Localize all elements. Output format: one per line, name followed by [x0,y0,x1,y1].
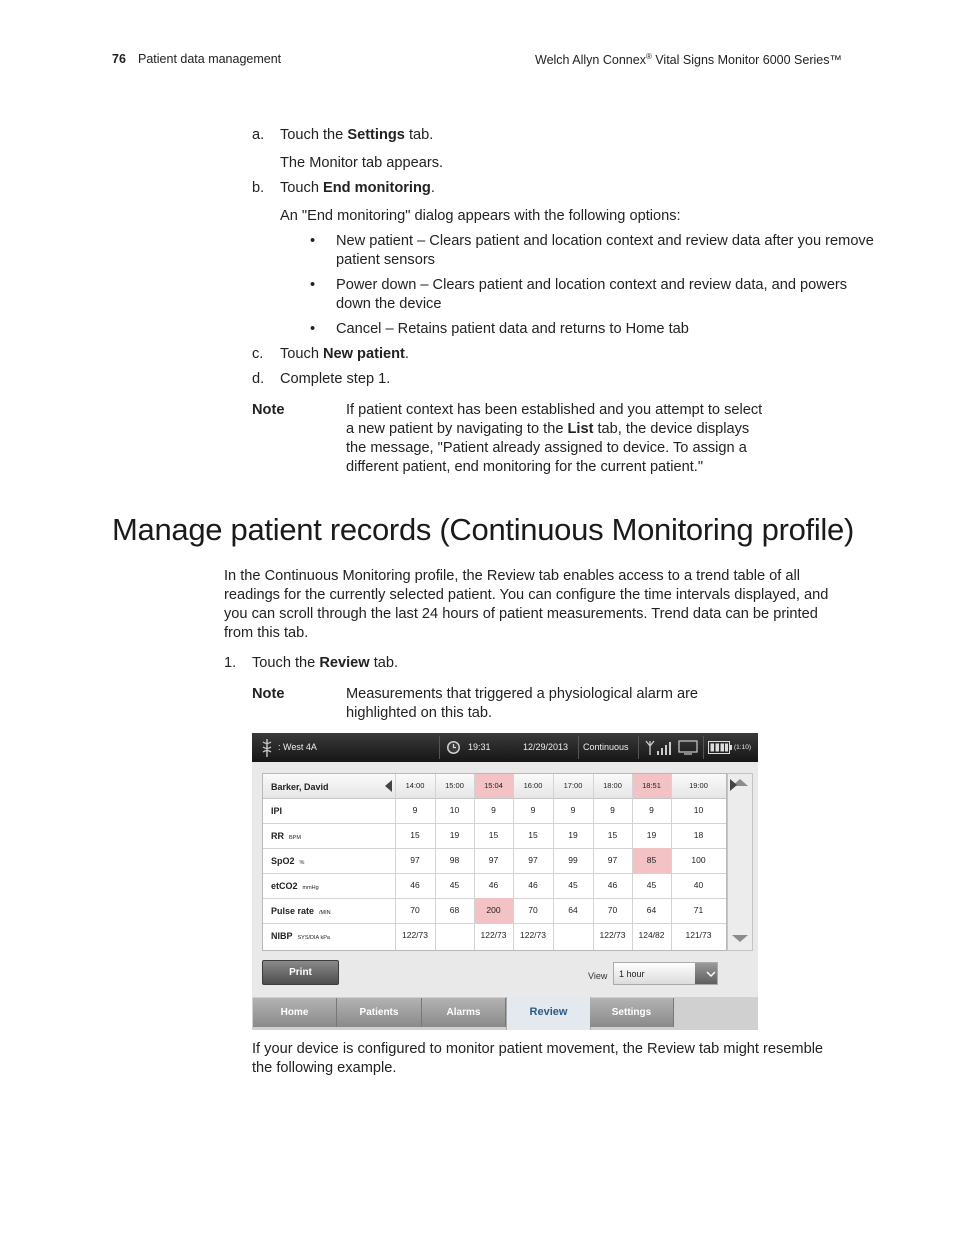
trend-cell[interactable]: 40 [693,880,704,890]
trend-cell[interactable]: 10 [693,805,704,815]
trend-cell[interactable]: 98 [449,855,460,865]
parameter-unit: % [299,860,305,866]
trend-cell[interactable] [435,923,474,948]
clock-icon [446,740,461,755]
trend-cell[interactable]: 121/73 [685,930,712,940]
trend-cell[interactable]: 46 [607,880,618,890]
battery-icon [708,741,732,754]
trend-cell[interactable]: 9 [412,805,418,815]
divider [578,736,579,759]
view-label: View [588,971,608,981]
parameter-unit: SYS/DIA kPa [297,935,330,941]
trend-table [262,773,727,951]
trend-cell[interactable]: 9 [570,805,576,815]
step-a-result: The Monitor tab appears. [280,155,444,171]
trend-cell[interactable]: 15 [488,830,499,840]
scroll-right-icon[interactable] [730,779,737,791]
trend-cell[interactable]: 46 [410,880,420,890]
parameter-name: Pulse rate [271,906,315,916]
column-divider [513,774,514,950]
step-b-result: An "End monitoring" dialog appears with the following options: [280,208,681,224]
page-number: 76 [112,52,126,66]
tab-home[interactable]: Home [253,998,337,1027]
bullet: • [310,277,316,293]
column-divider [395,774,396,950]
trend-cell[interactable]: 122/73 [520,930,546,940]
column-divider [593,774,594,950]
trend-cell[interactable]: 99 [568,855,578,865]
time-column-header[interactable]: 18:00 [603,781,622,790]
note-text: Measurements that triggered a physiological alarm are highlighted on this tab. [346,686,699,721]
trend-cell[interactable]: 9 [491,805,496,815]
device-tab-bar [252,997,758,1030]
trend-cell[interactable]: 9 [610,805,615,815]
time-column-header[interactable]: 19:00 [689,781,708,790]
trend-row-label [271,906,331,916]
step-c-text: Touch New patient. [280,346,409,362]
trend-cell[interactable]: 200 [474,898,513,923]
tab-settings[interactable]: Settings [590,998,674,1027]
trend-row-label [271,881,319,891]
step-b-text: Touch End monitoring. [280,180,435,196]
trend-cell[interactable]: 18 [693,830,704,840]
time-column-header[interactable]: 15:00 [445,781,464,790]
section-name: Patient data management [138,52,282,66]
trend-cell[interactable]: 100 [691,855,706,865]
bullet: • [310,233,316,249]
trend-cell[interactable]: 46 [528,880,538,890]
trend-row-label [271,831,301,841]
trend-row-label [271,856,304,866]
tab-review[interactable]: Review [506,997,591,1030]
trend-cell[interactable]: 70 [607,905,618,915]
trend-cell[interactable]: 124/82 [638,930,665,940]
intro-paragraph: In the Continuous Monitoring profile, the Review tab enables access to a trend table of all readings for the currently selected patient. You can configure the time intervals displayed, and you can scroll through the last 24 hours of patient measurements. Trend data can be printed from this tab. [224,568,829,641]
trend-cell[interactable]: 15 [607,830,618,840]
step-a-label: a. [252,127,265,143]
column-divider [632,774,633,950]
device-status-bar [252,733,758,762]
trend-row-label [271,806,282,816]
parameter-name: NIBP [271,931,293,941]
bullet: • [310,321,316,337]
note-label: Note [252,402,285,418]
step-c-label: c. [252,346,264,362]
divider [703,736,704,759]
parameter-unit: /MIN [319,910,331,916]
trend-cell[interactable]: 64 [646,905,657,915]
scroll-down-icon[interactable] [731,934,749,944]
time-column-header[interactable]: 15:04 [474,774,513,798]
closing-paragraph: If your device is configured to monitor patient movement, the Review tab might resemble the following example. [252,1041,824,1076]
divider [439,736,440,759]
trend-cell[interactable]: 19 [449,830,460,840]
trend-cell[interactable]: 45 [449,880,460,890]
device-screen [252,733,758,1030]
column-divider [553,774,554,950]
parameter-name: RR [271,831,284,841]
time-column-header[interactable]: 17:00 [563,781,583,790]
column-divider [474,774,475,950]
view-interval-select[interactable] [613,962,718,985]
option-cancel: Cancel – Retains patient data and returns to Home tab [336,321,689,337]
step-d-label: d. [252,371,265,387]
trend-cell[interactable]: 45 [568,880,578,890]
note-label: Note [252,686,285,702]
document-title: Welch Allyn Connex® Vital Signs Monitor 6000 Series™ [535,52,842,68]
chevron-down-icon[interactable] [695,963,717,984]
option-new-patient: New patient – Clears patient and location context and review data after you remove patient sensors [336,233,874,268]
trend-cell[interactable]: 71 [693,905,704,915]
device-location[interactable]: : West 4A [278,742,317,752]
trend-cell[interactable]: 19 [646,830,657,840]
column-divider [671,774,672,950]
trend-cell[interactable]: 70 [410,905,420,915]
trend-cell[interactable]: 97 [488,855,499,865]
device-time[interactable]: 19:31 [468,742,491,752]
patient-name[interactable]: Barker, David [271,782,329,792]
step-d-text: Complete step 1. [280,371,391,387]
trend-cell[interactable] [553,923,593,948]
step-a-text: Touch the Settings tab. [280,127,434,143]
trend-cell[interactable]: 9 [530,805,536,815]
monitor-icon [678,740,698,755]
trend-cell[interactable]: 9 [649,805,654,815]
scroll-left-icon[interactable] [385,780,392,792]
divider [638,736,639,759]
time-column-header[interactable]: 18:51 [632,774,671,798]
trend-cell[interactable]: 45 [646,880,657,890]
trend-cell[interactable]: 122/73 [599,930,626,940]
parameter-name: IPI [271,806,283,816]
step-1-text: Touch the Review tab. [252,655,399,671]
step-b-label: b. [252,180,265,196]
parameter-unit: BPM [289,835,301,841]
time-column-header[interactable]: 14:00 [405,781,425,790]
trend-cell[interactable]: 19 [568,830,578,840]
trend-cell[interactable]: 68 [449,905,460,915]
option-power-down: Power down – Clears patient and location context and review data, and powers down the device [336,277,848,312]
parameter-unit: mmHg [302,885,319,891]
device-mode[interactable]: Continuous [583,742,629,752]
caduceus-icon [261,738,273,758]
trend-cell[interactable]: 46 [488,880,499,890]
trend-cell[interactable]: 10 [449,805,460,815]
parameter-name: etCO2 [271,881,298,891]
parameter-name: SpO2 [271,856,295,866]
trend-cell[interactable]: 70 [528,905,538,915]
column-divider [435,774,436,950]
trend-cell[interactable]: 15 [410,830,420,840]
section-heading: Manage patient records (Continuous Monitoring profile) [112,512,854,547]
step-1-label: 1. [224,655,237,671]
trend-cell[interactable]: 85 [632,848,671,873]
view-interval-value: 1 hour [619,969,645,979]
tab-patients[interactable]: Patients [337,998,422,1027]
time-column-header[interactable]: 16:00 [523,781,543,790]
trend-cell[interactable]: 122/73 [480,930,507,940]
note-text: If patient context has been established and you attempt to select a new patient by navigating to the List tab, the device displays the message, "Patient already assigned to device. To assign a different patient, end monitoring for the current patient." [346,402,763,475]
trend-cell[interactable]: 122/73 [402,930,428,940]
trend-cell[interactable]: 64 [568,905,578,915]
trend-row-label [271,931,330,941]
signal-icon [645,739,673,756]
trend-cell[interactable]: 97 [607,855,618,865]
device-date[interactable]: 12/29/2013 [523,742,569,752]
trend-cell[interactable]: 97 [410,855,420,865]
tab-alarms[interactable]: Alarms [422,998,506,1027]
trend-cell[interactable]: 15 [528,830,538,840]
trend-cell[interactable]: 97 [528,855,538,865]
print-button[interactable]: Print [262,960,339,985]
battery-time: (1:10) [734,744,751,751]
trend-scrollbar[interactable] [727,773,753,951]
